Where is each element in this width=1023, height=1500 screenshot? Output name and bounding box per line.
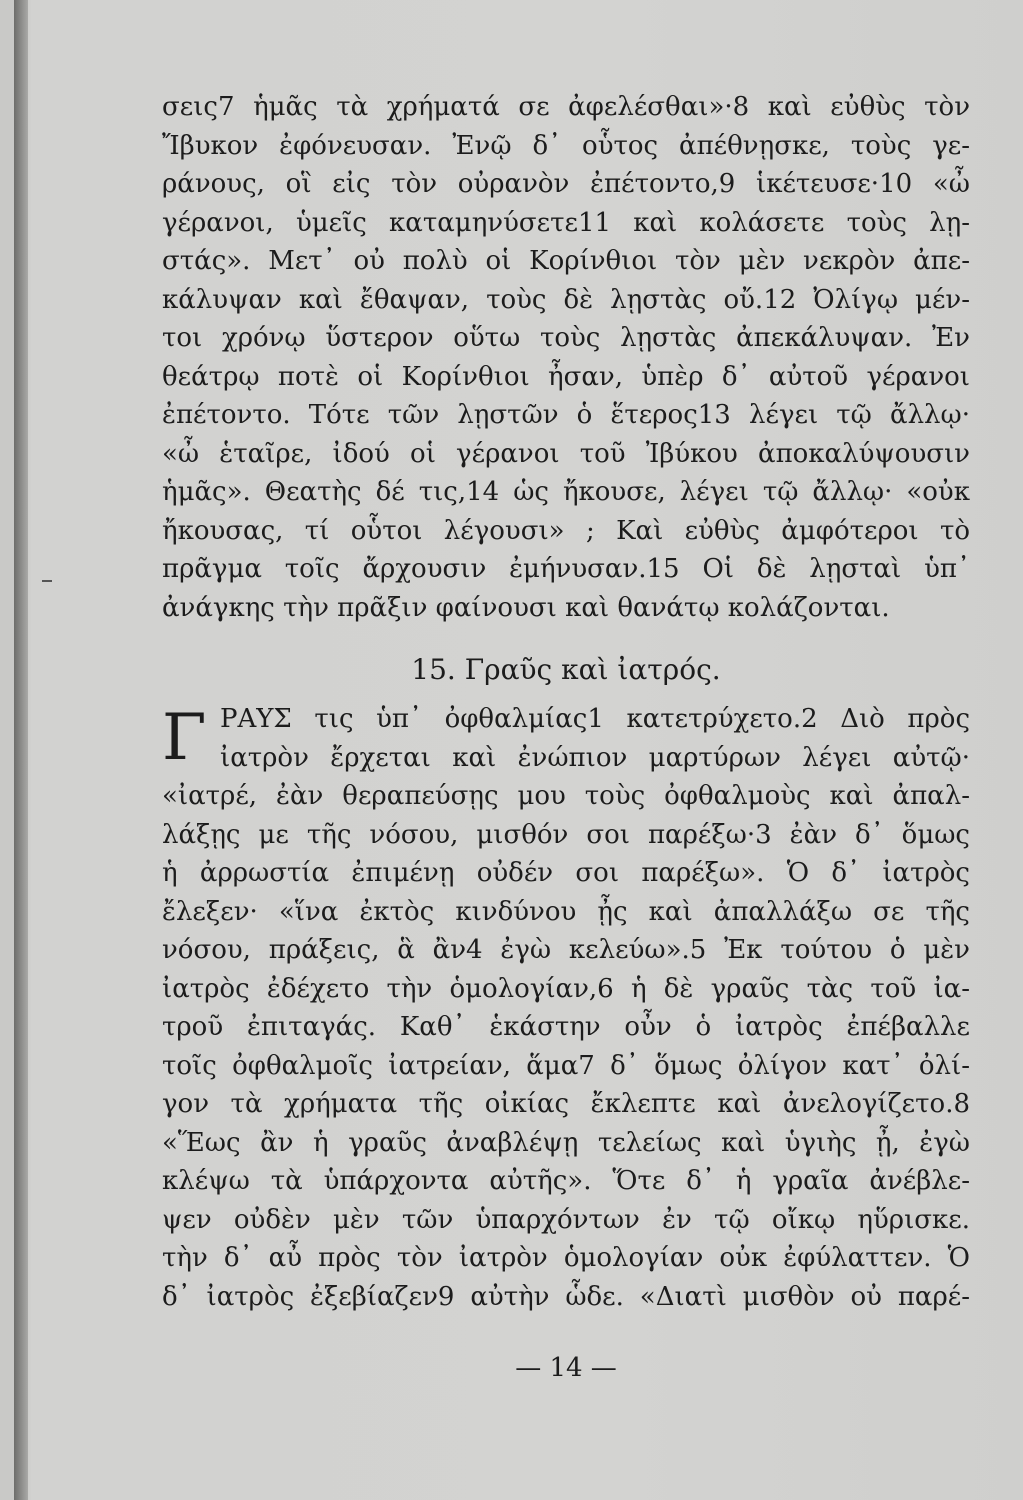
text-line: ἡμᾶς». Θεατὴς δέ τις,14 ὡς ἤκουσε, λέγει τῷ ἄλλῳ· «οὐκ <box>162 477 970 507</box>
text-line: λάξῃς με τῆς νόσου, μισθόν σοι παρέξω·3 ἐὰν δ᾿ ὅμως <box>162 819 970 850</box>
text-line: κάλυψαν καὶ ἔθαψαν, τοὺς δὲ λῃστὰς οὔ.12 Ὀλίγῳ μέν- <box>162 284 970 315</box>
text-line: ράνους, οἳ εἰς τὸν οὐρανὸν ἐπέτοντο,9 ἱκέτευσε·10 «ὦ <box>162 169 970 199</box>
section-heading: 15. Γραῦς καὶ ἰατρός. <box>411 653 721 686</box>
text-line: ἤκουσας, τί οὗτοι λέγουσι» ; Καὶ εὐθὺς ἀμφότεροι τὸ <box>162 515 970 546</box>
text-line: ΡΑΥΣ τις ὑπ᾿ ὀφθαλμίας1 κατετρύχετο.2 Διὸ πρὸς <box>220 704 970 734</box>
text-line: στάς». Μετ᾿ οὐ πολὺ οἱ Κορίνθιοι τὸν μὲν νεκρὸν ἀπε- <box>162 246 970 276</box>
paragraph-2 <box>162 700 970 1316</box>
text-line: τὴν δ᾿ αὖ πρὸς τὸν ἰατρὸν ὁμολογίαν οὐκ ἐφύλαττεν. Ὁ <box>162 1243 970 1273</box>
drop-cap: Γ <box>162 701 207 775</box>
text-line: σεις7 ἡμᾶς τὰ χρήματά σε ἀφελέσθαι»·8 καὶ εὐθὺς τὸν <box>162 92 970 122</box>
book-spine <box>14 0 28 1500</box>
text-line: τροῦ ἐπιταγάς. Καθ᾿ ἑκάστην οὖν ὁ ἰατρὸς ἐπέβαλλε <box>162 1012 970 1042</box>
text-line: ἰατρὸς ἐδέχετο τὴν ὁμολογίαν,6 ἡ δὲ γραῦς τὰς τοῦ ἰα- <box>162 973 970 1004</box>
page-number: — 14 — <box>515 1353 617 1383</box>
text-line: «Ἕως ἂν ἡ γραῦς ἀναβλέψῃ τελείως καὶ ὑγιὴς ᾖ, ἐγὼ <box>162 1127 970 1158</box>
text-line: δ᾿ ἰατρὸς ἐξεβίαζεν9 αὐτὴν ὧδε. «Διατὶ μισθὸν οὐ παρέ- <box>162 1281 970 1312</box>
text-line: πρᾶγμα τοῖς ἄρχουσιν ἐμήνυσαν.15 Οἱ δὲ λῃσταὶ ὑπ᾿ <box>162 554 970 584</box>
text-line: ἡ ἀρρωστία ἐπιμένῃ οὐδέν σοι παρέξω». Ὁ δ᾿ ἰατρὸς <box>162 858 970 888</box>
text-line: ἐπέτοντο. Τότε τῶν λῃστῶν ὁ ἕτερος13 λέγει τῷ ἄλλῳ· <box>162 400 970 430</box>
margin-mark <box>42 580 52 582</box>
text-line: ἔλεξεν· «ἵνα ἐκτὸς κινδύνου ᾖς καὶ ἀπαλλάξω σε τῆς <box>162 896 970 927</box>
text-line: Ἴβυκον ἐφόνευσαν. Ἐνῷ δ᾿ οὗτος ἀπέθνῃσκε, τοὺς γε- <box>162 130 970 161</box>
paragraph-1 <box>162 88 970 627</box>
text-line: ψεν οὐδὲν μὲν τῶν ὑπαρχόντων ἐν τῷ οἴκῳ ηὕρισκε. <box>162 1204 970 1235</box>
text-line: γον τὰ χρήματα τῆς οἰκίας ἔκλεπτε καὶ ἀνελογίζετο.8 <box>162 1089 970 1119</box>
text-line: τοι χρόνῳ ὕστερον οὕτω τοὺς λῃστὰς ἀπεκάλυψαν. Ἐν <box>162 323 970 353</box>
book-page <box>14 0 1023 1500</box>
text-line: «ὦ ἑταῖρε, ἰδού οἱ γέρανοι τοῦ Ἰβύκου ἀποκαλύψουσιν <box>162 438 970 469</box>
text-line: «ἰατρέ, ἐὰν θεραπεύσῃς μου τοὺς ὀφθαλμοὺς καὶ ἀπαλ- <box>162 781 970 811</box>
text-line: κλέψω τὰ ὑπάρχοντα αὐτῆς». Ὅτε δ᾿ ἡ γραῖα ἀνέβλε- <box>162 1166 970 1196</box>
text-line: νόσου, πράξεις, ἃ ἂν4 ἐγὼ κελεύω».5 Ἐκ τούτου ὁ μὲν <box>162 935 970 965</box>
text-line: ἀνάγκης τὴν πρᾶξιν φαίνουσι καὶ θανάτῳ κολάζονται. <box>162 592 890 623</box>
text-line: τοῖς ὀφθαλμοῖς ἰατρείαν, ἅμα7 δ᾿ ὅμως ὀλίγον κατ᾿ ὀλί- <box>162 1050 970 1081</box>
text-line: θεάτρῳ ποτὲ οἱ Κορίνθιοι ἦσαν, ὑπὲρ δ᾿ αὐτοῦ γέρανοι <box>162 361 970 392</box>
text-line: γέρανοι, ὑμεῖς καταμηνύσετε11 καὶ κολάσετε τοὺς λῃ- <box>162 207 970 238</box>
text-line: ἰατρὸν ἔρχεται καὶ ἐνώπιον μαρτύρων λέγει αὐτῷ· <box>220 742 970 773</box>
